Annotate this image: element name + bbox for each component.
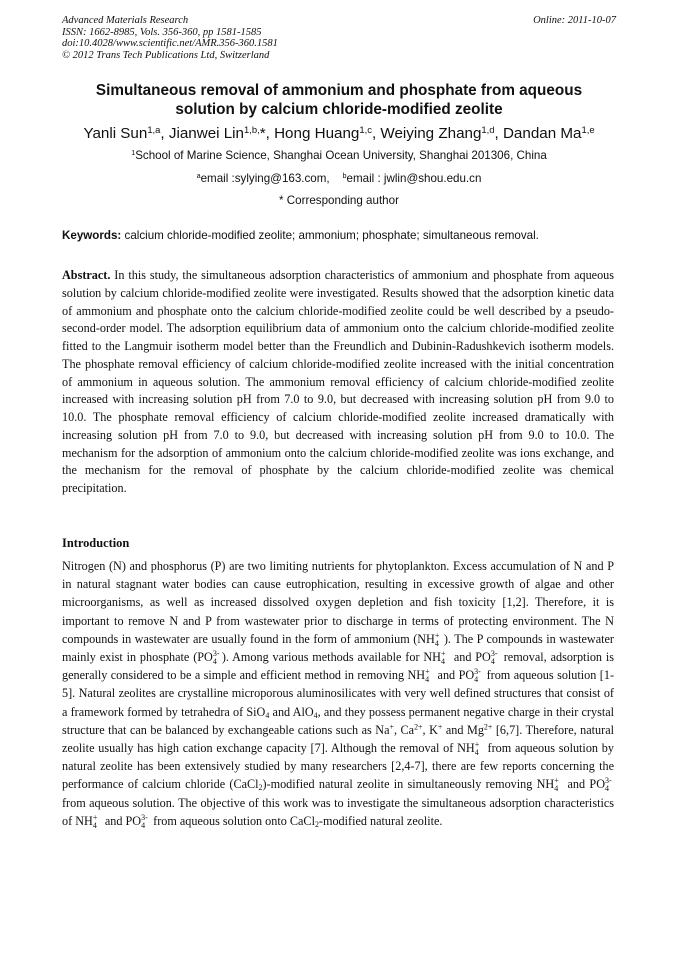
abstract-label: Abstract.: [62, 268, 111, 282]
intro-text: from aqueous solution [1-5]. Natural zeolites are crystalline microporous aluminosilicates with very well defined structures that consist of a framework formed by tetrahedra of SiO: [62, 668, 614, 719]
email-a: email :sylying@163.com,: [200, 172, 330, 185]
author-name: Jianwei Lin: [168, 125, 244, 142]
count-sub: 4: [313, 710, 318, 720]
charge-sup: 3-: [490, 649, 498, 659]
nh4-sub-sup: [440, 649, 450, 667]
count-sub: 4: [265, 710, 270, 720]
corresponding-author-note: * Corresponding author: [279, 194, 399, 207]
po4-sub-sup: [141, 812, 150, 830]
intro-text: , K: [422, 722, 438, 737]
title-line-1: Simultaneous removal of ammonium and phosphate from aqueous: [95, 82, 583, 99]
po4-sub-sup: [490, 649, 500, 667]
charge-sup: 3-: [605, 776, 612, 786]
email-b: email : jwlin@shou.edu.cn: [346, 172, 482, 185]
intro-text: , Ca: [393, 722, 415, 737]
keywords: [62, 229, 622, 243]
count-sub: 2: [258, 783, 263, 793]
count-sub: 4: [474, 748, 479, 758]
copyright-line: © 2012 Trans Tech Publications Ltd, Switzerland: [62, 49, 270, 61]
introduction-paragraph: [62, 557, 614, 830]
doi-line: doi:10.4028/www.scientific.net/AMR.356-360.1581: [62, 38, 278, 49]
email-b-sup: b: [342, 171, 347, 181]
charge-sup: +: [554, 776, 559, 786]
charge-sup: +: [389, 722, 394, 732]
nh4-sub-sup: [425, 667, 434, 685]
intro-text: and PO: [563, 777, 605, 792]
author-sup: 1,c: [359, 123, 372, 135]
author-name: Yanli Sun: [83, 125, 148, 142]
intro-text: from aqueous solution by natural zeolite has been extensively studied by many researchers [2,4-7], there are few reports concerning the performance of calcium chloride (CaCl: [62, 741, 614, 792]
intro-text: Nitrogen (N) and phosphorus (P) are two limiting nutrients for phytoplankton. Excess accumulation of N and P in natural stagnant water bodies can cause eutrophication, resulting in excessive growth of algae and other microorganisms, as well as increased dissolved oxygen depletion and fish toxicity [1,2]. Therefore, it is important to remove N and P from wastewater prior to discharge in terms of protecting environment. The N compounds in wastewater are usually found in the form of ammonium (NH: [62, 559, 614, 646]
count-sub: 4: [554, 784, 559, 794]
count-sub: 4: [425, 675, 430, 685]
intro-text: and AlO: [269, 704, 314, 719]
intro-text: -modified natural zeolite.: [318, 813, 443, 828]
po4-sub-sup: [212, 649, 222, 667]
journal-header: [62, 15, 616, 61]
nh4-sub-sup: [554, 776, 563, 794]
intro-text: from aqueous solution onto CaCl: [150, 813, 315, 828]
charge-sup: 3-: [212, 649, 220, 659]
intro-text: and PO: [449, 650, 491, 665]
author-name: Hong Huang: [274, 125, 360, 142]
author-name: Dandan Ma: [502, 125, 582, 142]
intro-text: ). The P compounds in wastewater mainly exist in phosphate (PO: [62, 631, 614, 665]
section-heading-introduction: Introduction: [62, 536, 130, 550]
count-sub: 4: [490, 657, 495, 667]
nh4-sub-sup: [434, 630, 444, 648]
author-sup: 1,b,: [244, 123, 260, 135]
keywords-label: Keywords:: [62, 229, 122, 242]
charge-sup: +: [92, 812, 98, 822]
nh4-sub-sup: [474, 740, 484, 758]
intro-text: and Mg: [442, 722, 484, 737]
charge-sup: 2+: [483, 722, 493, 732]
abstract-text: In this study, the simultaneous adsorption characteristics of ammonium and phosphate from aqueous solution by calcium chloride-modified zeolite were investigated. Results showed that the adsorption kinetic data of ammonium and phosphate onto the calcium chloride-modified zeolite could be well described by a pseudo-second-order model. The adsorption equilibrium data of ammonium onto the calcium chloride-modified zeolite fitted to the Langmuir isotherm model better than the Freundlich and Dubinin-Radushkevich isotherm models. The phosphate removal efficiency of calcium chloride-modified zeolite increased with the initial concentration of ammonium in aqueous solution. The ammonium removal efficiency of calcium chloride-modified zeolite increased with increasing solution pH from 7.0 to 9.0, but decreased with increasing solution pH from 9.0 to 10.0. The phosphate removal efficiency of calcium chloride-modified zeolite increased dramatically with increasing solution pH from 7.0 to 9.0, but decreased with increasing solution pH from 9.0 to 10.0. The mechanism for the adsorption of ammonium onto the calcium chloride-modified zeolite was ions exchange, and the mechanism for the removal of phosphate by the calcium chloride-modified zeolite was chemical precipitation.: [62, 268, 615, 496]
count-sub: 4: [605, 784, 609, 794]
author-sup: 1,d: [481, 123, 495, 135]
intro-text: [6,7]. Therefore, natural zeolite usually has high cation exchange capacity [7]. Although the removal of NH: [62, 722, 614, 756]
issn-line: ISSN: 1662-8985, Vols. 356-360, pp 1581-1585: [62, 26, 262, 38]
affiliation: [62, 149, 616, 163]
keywords-text: calcium chloride-modified zeolite; ammonium; phosphate; simultaneous removal.: [124, 229, 539, 242]
charge-sup: 3-: [474, 667, 481, 677]
corresponding-star: *: [259, 125, 266, 142]
intro-text: from aqueous solution. The objective of this work was to investigate the simultaneous adsorption characteristics of NH: [62, 795, 614, 828]
paper-title: [62, 82, 616, 119]
intro-text: ). Among various methods available for NH: [221, 650, 441, 665]
online-date: Online: 2011-10-07: [533, 15, 616, 26]
intro-text: and PO: [434, 668, 475, 683]
count-sub: 4: [474, 675, 479, 685]
count-sub: 2: [314, 819, 319, 829]
affiliation-sup: 1: [131, 148, 136, 158]
author-sup: 1,a: [147, 123, 161, 135]
count-sub: 4: [92, 820, 97, 830]
count-sub: 4: [440, 657, 445, 667]
po4-sub-sup: [605, 776, 614, 794]
charge-sup: +: [437, 722, 443, 732]
author-name: Weiying Zhang: [380, 125, 482, 142]
intro-text: removal, adsorption is generally considered to be a simple and efficient method in removing NH: [62, 650, 615, 683]
title-line-2: solution by calcium chloride-modified zeolite: [175, 100, 503, 118]
email-line: [62, 172, 616, 186]
intro-text: )-modified natural zeolite in simultaneously removing NH: [262, 777, 555, 792]
nh4-sub-sup: [92, 812, 102, 830]
charge-sup: +: [425, 667, 430, 677]
abstract: [62, 267, 614, 498]
journal-name: Advanced Materials Research: [62, 15, 189, 26]
count-sub: 4: [434, 638, 439, 648]
charge-sup: +: [440, 649, 446, 659]
charge-sup: 2+: [414, 722, 423, 732]
author-sup: 1,e: [581, 123, 595, 135]
charge-sup: 3-: [141, 812, 148, 822]
count-sub: 4: [212, 657, 217, 667]
charge-sup: +: [474, 740, 480, 750]
author-list: Yanli Sun$^{1,a}$, Jianwei Lin$^{1,b,}$*, Hong Huang$^{1,c}$, Weiying Zhang$^{1,d}$, Dandan Ma$^{1,e}$: [83, 123, 595, 142]
intro-text: and PO: [101, 813, 142, 828]
email-a-sup: a: [196, 171, 201, 181]
count-sub: 4: [141, 820, 146, 830]
po4-sub-sup: [474, 667, 483, 685]
intro-text: , and they possess permanent negative charge in their crystal structure that can be balanced by exchangeable cations such as Na: [62, 704, 614, 737]
affiliation-text: School of Marine Science, Shanghai Ocean University, Shanghai 201306, China: [135, 149, 547, 162]
charge-sup: +: [434, 630, 440, 640]
